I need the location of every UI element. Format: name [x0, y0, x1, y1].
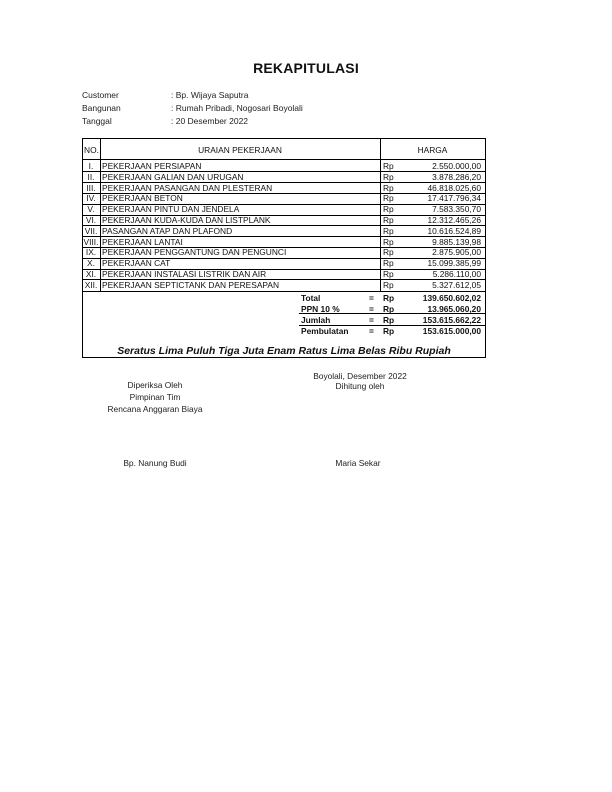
- row-currency: Rp: [383, 225, 394, 236]
- row-amount: 17.417.796,34: [427, 193, 481, 204]
- summary-label: Pembulatan: [301, 326, 349, 336]
- row-amount: 5.327.612,05: [432, 279, 481, 290]
- row-desc: PEKERJAAN GALIAN DAN URUGAN: [102, 171, 244, 182]
- row-currency: Rp: [383, 279, 394, 290]
- info-label-customer: Customer: [82, 90, 119, 100]
- row-no: X.: [87, 258, 95, 269]
- info-label-tanggal: Tanggal: [82, 116, 112, 126]
- table-row: [83, 226, 485, 236]
- row-desc: PASANGAN ATAP DAN PLAFOND: [102, 225, 233, 236]
- summary-amount: 13.965.060,20: [427, 304, 481, 314]
- row-currency: Rp: [383, 258, 394, 269]
- row-no: VII.: [84, 225, 98, 236]
- row-no: VI.: [85, 215, 97, 225]
- place-date: Boyolali, Desember 2022: [313, 371, 407, 381]
- row-no: IX.: [85, 247, 97, 258]
- summary-equals: =: [369, 326, 374, 336]
- info-value-customer: : Bp. Wijaya Saputra: [171, 90, 249, 100]
- header-no: NO.: [84, 145, 99, 155]
- table-row: [83, 215, 485, 225]
- info-label-bangunan: Bangunan: [82, 103, 121, 113]
- row-no: IV.: [86, 193, 96, 204]
- row-amount: 7.583.350,70: [432, 204, 481, 215]
- header-harga: HARGA: [417, 145, 448, 155]
- table-row: [83, 172, 485, 182]
- summary-label: Jumlah: [301, 315, 331, 325]
- sig-left-name: Bp. Nanung Budi: [123, 458, 187, 468]
- header-uraian: URAIAN PEKERJAAN: [198, 145, 282, 155]
- header-divider: [83, 159, 485, 160]
- row-currency: Rp: [383, 215, 394, 225]
- row-amount: 46.818.025,60: [427, 182, 481, 193]
- row-no: V.: [87, 204, 95, 215]
- row-amount: 15.099.385,99: [427, 258, 481, 269]
- summary-amount: 139.650.602,02: [422, 293, 481, 303]
- summary-row: [83, 326, 485, 336]
- row-currency: Rp: [383, 204, 394, 215]
- row-currency: Rp: [383, 236, 394, 247]
- row-desc: PEKERJAAN BETON: [102, 193, 183, 204]
- table-row: [83, 269, 485, 279]
- summary-amount: 153.615.000,00: [422, 326, 481, 336]
- row-no: XII.: [84, 279, 98, 290]
- row-no: III.: [86, 182, 96, 193]
- sig-left-line-1: Diperiksa Oleh: [127, 380, 183, 390]
- row-amount: 2.550.000,00: [432, 161, 481, 171]
- row-currency: Rp: [383, 269, 394, 279]
- row-no: I.: [88, 161, 94, 171]
- sig-right-line: Dihitung oleh: [335, 381, 385, 391]
- summary-row: [83, 315, 485, 325]
- row-amount: 10.616.524,89: [427, 225, 481, 236]
- row-no: VIII.: [83, 236, 99, 247]
- summary-currency: Rp: [383, 293, 395, 303]
- sig-left-line-2: Pimpinan Tim: [129, 392, 181, 402]
- info-value-tanggal: : 20 Desember 2022: [171, 116, 249, 126]
- row-amount: 3.878.286,20: [432, 171, 481, 182]
- summary-equals: =: [369, 315, 374, 325]
- row-amount: 5.286.110,00: [432, 269, 481, 279]
- row-desc: PEKERJAAN PERSIAPAN: [102, 161, 202, 171]
- row-desc: PEKERJAAN PASANGAN DAN PLESTERAN: [102, 182, 273, 193]
- summary-label: Total: [301, 293, 321, 303]
- row-desc: PEKERJAAN INSTALASI LISTRIK DAN AIR: [102, 269, 267, 279]
- summary-equals: =: [369, 293, 374, 303]
- sig-left-line-3: Rencana Anggaran Biaya: [107, 404, 203, 414]
- row-desc: PEKERJAAN CAT: [102, 258, 171, 269]
- row-currency: Rp: [383, 171, 394, 182]
- row-currency: Rp: [383, 182, 394, 193]
- page-title: REKAPITULASI: [253, 60, 359, 76]
- row-amount: 12.312.465,26: [427, 215, 481, 225]
- table-row: [83, 247, 485, 257]
- row-desc: PEKERJAAN PINTU DAN JENDELA: [102, 204, 240, 215]
- amount-in-words: Seratus Lima Puluh Tiga Juta Enam Ratus Lima Belas Ribu Rupiah: [117, 345, 451, 357]
- summary-row: [83, 293, 485, 303]
- row-currency: Rp: [383, 247, 394, 258]
- summary-row: [83, 304, 485, 314]
- table-row: [83, 237, 485, 247]
- table-row: [83, 258, 485, 268]
- row-no: XI.: [85, 269, 97, 279]
- summary-equals: =: [369, 304, 374, 314]
- row-currency: Rp: [383, 193, 394, 204]
- row-no: II.: [87, 171, 95, 182]
- items-bottom-divider: [83, 291, 485, 292]
- row-desc: PEKERJAAN KUDA-KUDA DAN LISTPLANK: [102, 215, 271, 225]
- row-desc: PEKERJAAN LANTAI: [102, 236, 183, 247]
- table-row: [83, 204, 485, 214]
- summary-currency: Rp: [383, 326, 395, 336]
- row-currency: Rp: [383, 161, 394, 171]
- row-amount: 2.875.905,00: [432, 247, 481, 258]
- summary-label: PPN 10 %: [301, 304, 340, 314]
- info-value-bangunan: : Rumah Pribadi, Nogosari Boyolali: [171, 103, 303, 113]
- recap-table: [82, 138, 486, 358]
- summary-currency: Rp: [383, 304, 395, 314]
- table-row: [83, 161, 485, 171]
- table-row: [83, 183, 485, 193]
- summary-amount: 153.615.662,22: [422, 315, 481, 325]
- table-row: [83, 280, 485, 290]
- sig-right-name: Maria Sekar: [335, 458, 381, 468]
- table-row: [83, 193, 485, 203]
- summary-currency: Rp: [383, 315, 395, 325]
- row-desc: PEKERJAAN SEPTICTANK DAN PERESAPAN: [102, 279, 280, 290]
- row-amount: 9.885.139,98: [432, 236, 481, 247]
- row-desc: PEKERJAAN PENGGANTUNG DAN PENGUNCI: [102, 247, 287, 258]
